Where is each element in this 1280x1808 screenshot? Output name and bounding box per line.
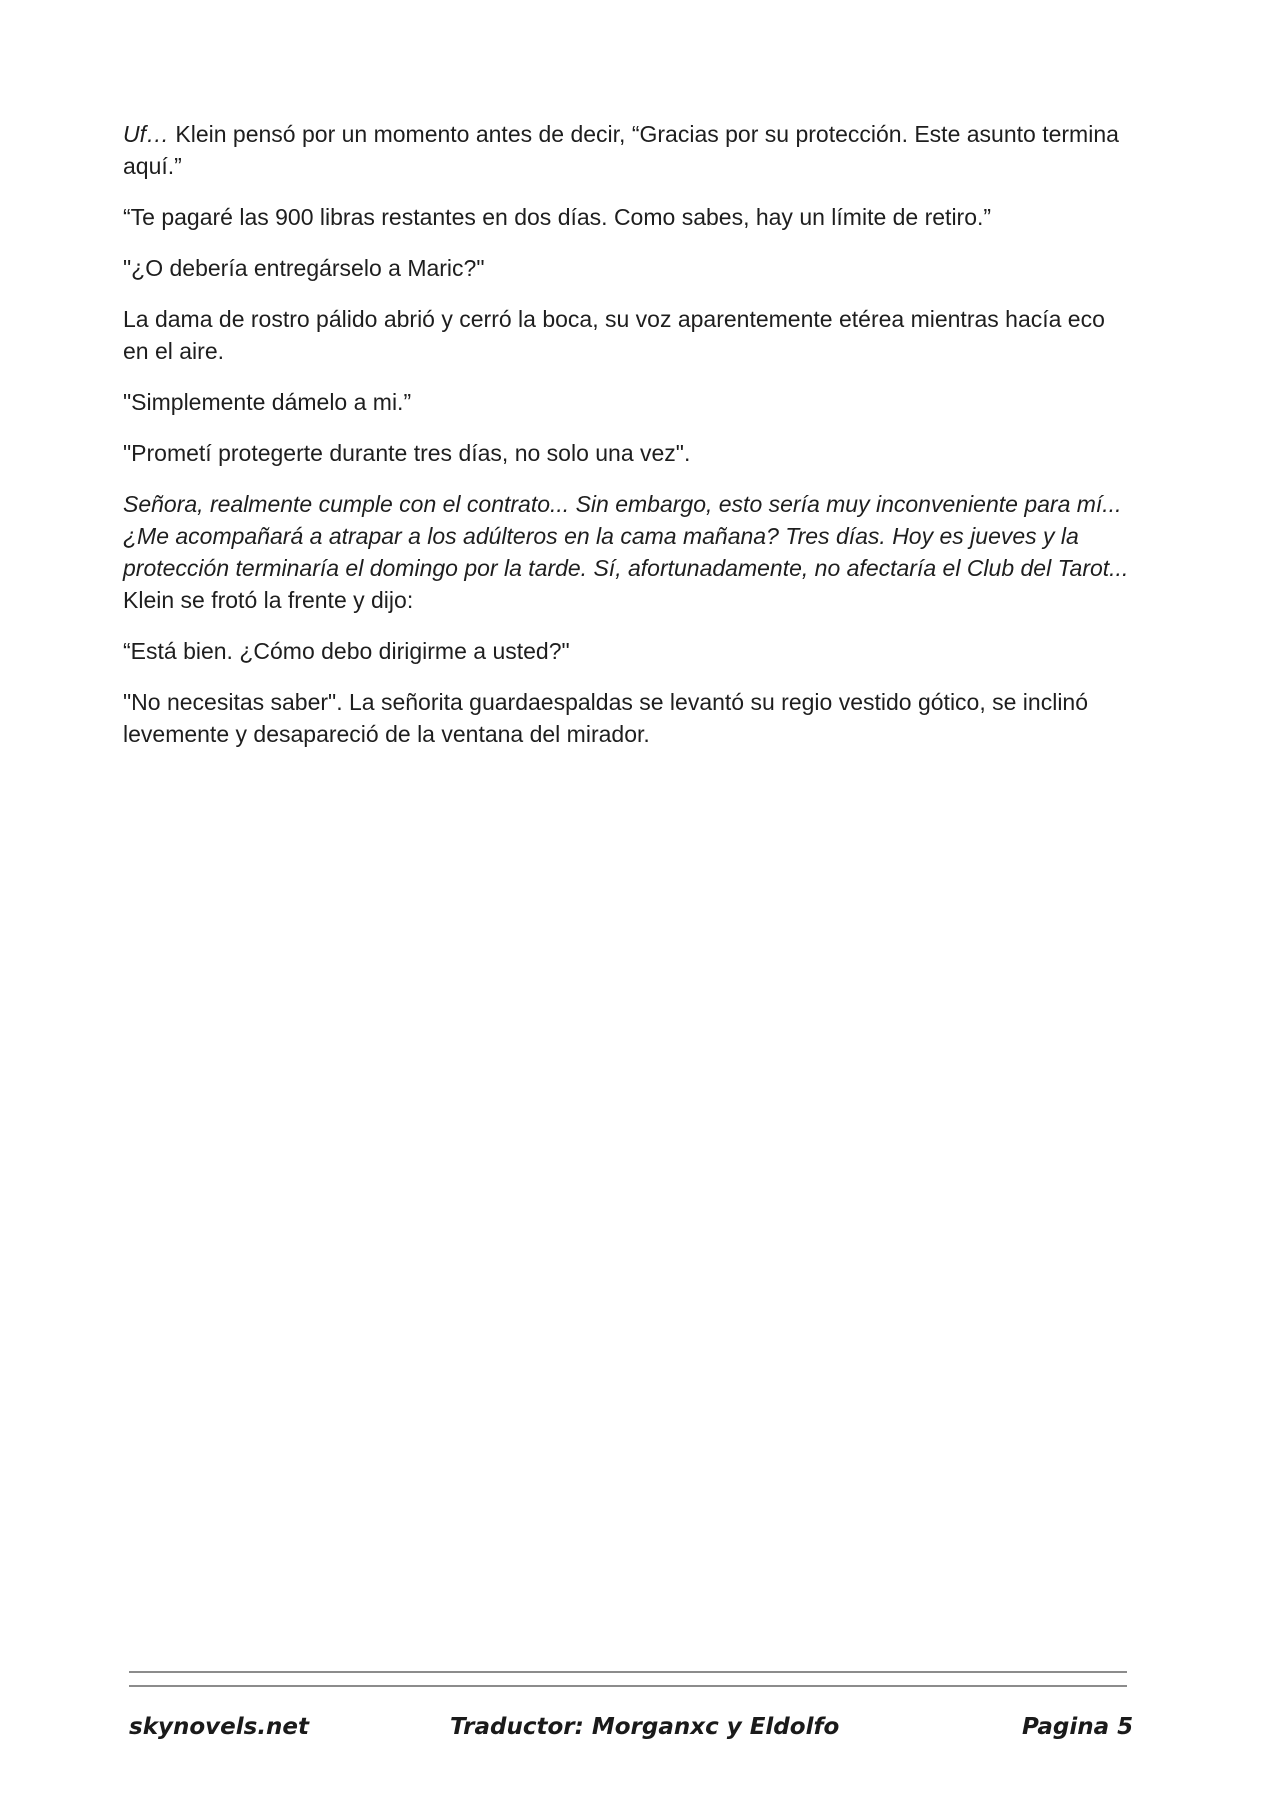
paragraph-1 [123, 118, 1133, 182]
footer-page-number: Pagina 5 [1022, 1714, 1134, 1740]
body-text [123, 118, 1133, 769]
paragraph-text: Klein pensó por un momento antes de decir, “Gracias por su protección. Este asunto termina aquí.” [123, 121, 1119, 179]
paragraph-2: “Te pagaré las 900 libras restantes en dos días. Como sabes, hay un límite de retiro.” [123, 204, 992, 230]
paragraph-9: "No necesitas saber". La señorita guardaespaldas se levantó su regio vestido gótico, se inclinó levemente y desapareció de la ventana del mirador. [123, 689, 1089, 747]
paragraph-7 [123, 488, 1133, 616]
paragraph-text: Klein se frotó la frente y dijo: [123, 587, 414, 613]
footer-divider-top [129, 1671, 1127, 1673]
footer-site: skynovels.net [129, 1714, 310, 1740]
italic-thought: Señora, realmente cumple con el contrato... Sin embargo, esto sería muy inconveniente para mí... ¿Me acompañará a atrapar a los adúlteros en la cama mañana? Tres días. Hoy es jueves y la protección terminaría el domingo por la tarde. Sí, afortunadamente, no afectaría el Club del Tarot... [123, 491, 1129, 581]
footer-divider-bottom [129, 1685, 1127, 1687]
paragraph-8: “Está bien. ¿Cómo debo dirigirme a usted?" [123, 638, 570, 664]
paragraph-5: "Simplemente dámelo a mi.” [123, 389, 412, 415]
paragraph-6: "Prometí protegerte durante tres días, no solo una vez". [123, 440, 691, 466]
paragraph-4: La dama de rostro pálido abrió y cerró la boca, su voz aparentemente etérea mientras hacía eco en el aire. [123, 306, 1105, 364]
footer-translator: Traductor: Morganxc y Eldolfo [450, 1714, 840, 1740]
italic-thought: Uf… [123, 121, 169, 147]
paragraph-3: "¿O debería entregárselo a Maric?" [123, 255, 485, 281]
